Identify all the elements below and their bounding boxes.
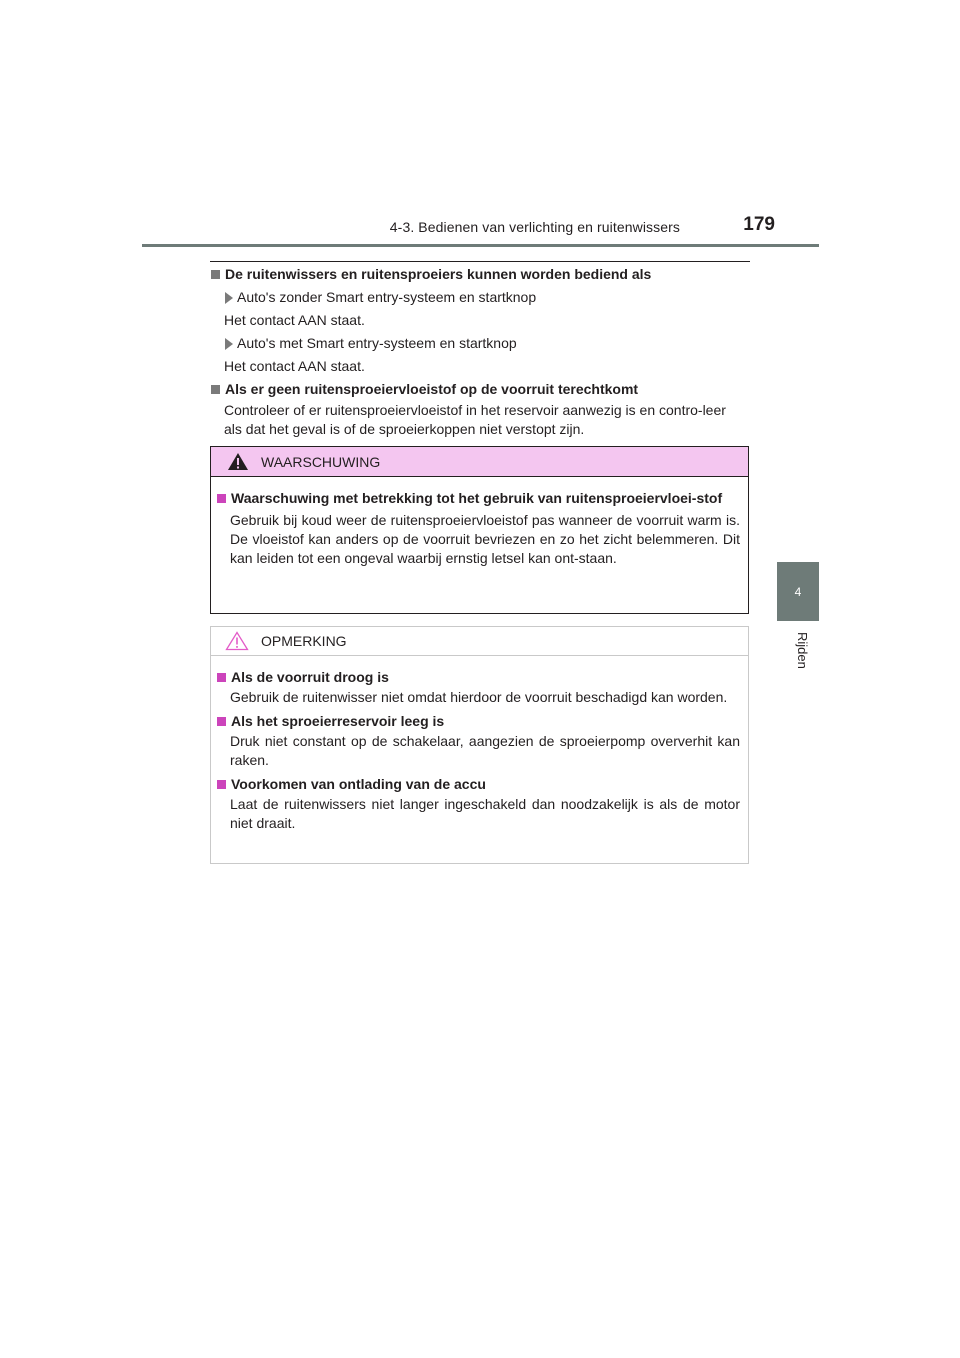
- notice-box: [210, 626, 749, 864]
- condition-text: Het contact AAN staat.: [224, 358, 365, 374]
- warning-box: [210, 446, 749, 614]
- square-bullet-icon: [211, 385, 220, 394]
- warning-header: [211, 447, 748, 477]
- notice-body: [211, 656, 748, 833]
- notice-title: OPMERKING: [261, 633, 347, 649]
- notice-item-heading: Voorkomen van ontlading van de accu: [217, 775, 740, 794]
- arrow-bullet-icon: [225, 292, 233, 304]
- main-content: [211, 265, 751, 439]
- warning-triangle-icon: [227, 452, 249, 471]
- square-bullet-icon: [217, 494, 226, 503]
- notice-item: [217, 775, 740, 833]
- arrow-bullet-icon: [225, 338, 233, 350]
- notice-item-heading: Als het sproeierreservoir leeg is: [217, 712, 740, 731]
- warning-title: WAARSCHUWING: [261, 453, 381, 470]
- section-text: Controleer of er ruitensproeiervloeistof in het reservoir aanwezig is en contro-leer als dat het geval is of de sproeierkoppen niet verstopt zijn.: [224, 402, 726, 437]
- notice-item-heading: Als de voorruit droog is: [217, 668, 740, 687]
- square-bullet-icon: [217, 673, 226, 682]
- notice-header: [211, 627, 748, 656]
- notice-item-text: Laat de ruitenwissers niet langer ingeschakeld dan noodzakelijk is als de motor niet draait.: [230, 796, 740, 831]
- page-number: 179: [743, 214, 775, 235]
- chapter-tab: 4: [777, 562, 819, 621]
- notice-item-text: Gebruik de ruitenwisser niet omdat hierdoor de voorruit beschadigd kan worden.: [230, 689, 728, 705]
- warning-body: [211, 477, 748, 568]
- header-rule: [142, 244, 819, 247]
- condition-text: Het contact AAN staat.: [224, 312, 365, 328]
- condition-item: Auto's zonder Smart entry-systeem en startknop: [225, 288, 751, 307]
- square-bullet-icon: [211, 270, 220, 279]
- notice-item-text: Druk niet constant op de schakelaar, aangezien de sproeierpomp oververhit kan raken.: [230, 733, 740, 768]
- content-rule: [210, 261, 750, 262]
- square-bullet-icon: [217, 780, 226, 789]
- section-heading: De ruitenwissers en ruitensproeiers kunnen worden bediend als: [211, 265, 751, 284]
- section-heading: Als er geen ruitensproeiervloeistof op de voorruit terechtkomt: [211, 380, 751, 399]
- condition-item: Auto's met Smart entry-systeem en startknop: [225, 334, 751, 353]
- notice-item: [217, 668, 740, 707]
- square-bullet-icon: [217, 717, 226, 726]
- header-section-title: 4-3. Bedienen van verlichting en ruitenwissers: [389, 219, 680, 235]
- chapter-label: Rijden: [795, 632, 810, 669]
- notice-item: [217, 712, 740, 770]
- warning-item-text: Gebruik bij koud weer de ruitensproeiervloeistof pas wanneer de voorruit warm is. De vloeistof kan anders op de voorruit bevriezen en zo het zicht belemmeren. Dit kan leiden tot een ongeval waarbij ernstig letsel kan ont-staan.: [230, 512, 740, 566]
- caution-triangle-icon: [225, 631, 249, 651]
- warning-item-heading: Waarschuwing met betrekking tot het gebruik van ruitensproeiervloei-stof: [217, 489, 740, 508]
